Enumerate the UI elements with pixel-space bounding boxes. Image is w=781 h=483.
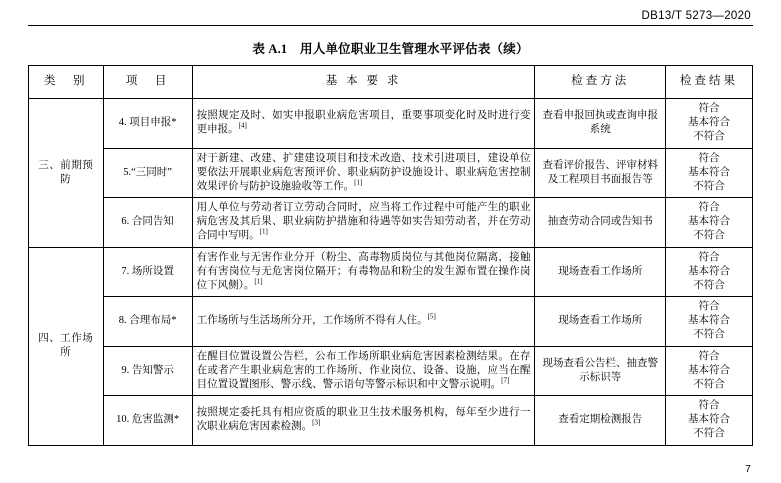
result-option-noncompliant[interactable]: 不符合 [693, 378, 725, 390]
requirement-ref: [7] [501, 376, 510, 385]
result-option-compliant[interactable]: 符合 [698, 350, 720, 362]
method-cell: 查看评价报告、评审材料及工程项目书面报告等 [535, 148, 666, 198]
requirement-text: 在醒目位置设置公告栏，公布工作场所职业病危害因素检测结果。在存在或者产生职业病危害的工作场所、作业岗位、设备、设施，应当在醒目位置设置图形、警示线、警示语句等警示标识和中文警示说明。 [196, 350, 531, 390]
requirement-ref: [5] [427, 312, 436, 321]
table-row [29, 346, 753, 396]
column-header-item: 项 目 [103, 66, 192, 99]
requirement-text: 按照规定及时、如实申报职业病危害项目，重要事项变化时及时进行变更申报。 [196, 110, 531, 136]
item-cell: 8. 合理布局* [103, 297, 192, 347]
result-option-basically-compliant[interactable]: 基本符合 [687, 364, 730, 376]
result-option-compliant[interactable]: 符合 [698, 301, 720, 313]
result-cell [665, 346, 752, 396]
requirement-cell [192, 346, 535, 396]
result-option-noncompliant[interactable]: 不符合 [693, 279, 725, 291]
table-row [29, 99, 753, 149]
result-option-noncompliant[interactable]: 不符合 [693, 230, 725, 242]
standard-number: DB13/T 5273—2020 [641, 10, 751, 22]
result-option-compliant[interactable]: 符合 [698, 202, 720, 214]
column-header-requirement: 基 本 要 求 [192, 66, 535, 99]
requirement-text: 有害作业与无害作业分开（粉尘、高毒物质岗位与其他岗位隔离，接触有有害岗位与无危害岗位隔开；有毒物品和粉尘的发生源布置在操作岗位下风侧）。 [196, 251, 531, 291]
requirement-ref: [3] [312, 418, 321, 427]
result-option-basically-compliant[interactable]: 基本符合 [687, 216, 730, 228]
result-option-basically-compliant[interactable]: 基本符合 [687, 166, 730, 178]
method-cell: 查看定期检测报告 [535, 396, 666, 446]
method-cell: 抽查劳动合同或告知书 [535, 198, 666, 248]
table-title: 表 A.1 用人单位职业卫生管理水平评估表（续） [252, 42, 529, 56]
item-cell: 10. 危害监测* [103, 396, 192, 446]
requirement-ref: [1] [354, 178, 363, 187]
result-cell [665, 198, 752, 248]
result-option-noncompliant[interactable]: 不符合 [693, 428, 725, 440]
requirement-cell [192, 148, 535, 198]
result-option-noncompliant[interactable]: 不符合 [693, 131, 725, 143]
table-row [29, 247, 753, 297]
requirement-ref: [1] [259, 227, 268, 236]
table-row [29, 148, 753, 198]
table-row [29, 198, 753, 248]
evaluation-table [28, 65, 753, 446]
item-cell: 7. 场所设置 [103, 247, 192, 297]
item-cell: 5.“三同时” [103, 148, 192, 198]
requirement-cell [192, 198, 535, 248]
result-option-compliant[interactable]: 符合 [698, 400, 720, 412]
result-cell [665, 99, 752, 149]
result-cell [665, 148, 752, 198]
column-header-method: 检查方法 [535, 66, 666, 99]
item-cell: 4. 项目申报* [103, 99, 192, 149]
result-option-noncompliant[interactable]: 不符合 [693, 180, 725, 192]
result-option-noncompliant[interactable]: 不符合 [693, 329, 725, 341]
result-cell [665, 297, 752, 347]
header-divider [28, 25, 753, 26]
result-option-basically-compliant[interactable]: 基本符合 [687, 315, 730, 327]
requirement-text: 工作场所与生活场所分开，工作场所不得有人住。 [196, 315, 428, 327]
column-header-result: 检查结果 [665, 66, 752, 99]
requirement-text: 按照规定委托具有相应资质的职业卫生技术服务机构，每年至少进行一次职业病危害因素检测。 [196, 407, 531, 433]
table-row [29, 297, 753, 347]
method-cell: 现场查看工作场所 [535, 297, 666, 347]
item-cell: 9. 告知警示 [103, 346, 192, 396]
requirement-cell [192, 99, 535, 149]
category-cell: 三、前期预防 [29, 99, 104, 248]
method-cell: 查看申报回执或查询申报系统 [535, 99, 666, 149]
category-cell: 四、工作场所 [29, 247, 104, 445]
page-number: 7 [745, 463, 751, 475]
requirement-cell [192, 297, 535, 347]
result-option-basically-compliant[interactable]: 基本符合 [687, 265, 730, 277]
method-cell: 现场查看工作场所 [535, 247, 666, 297]
requirement-ref: [1] [254, 277, 263, 286]
result-option-compliant[interactable]: 符合 [698, 251, 720, 263]
requirement-ref: [4] [238, 121, 247, 130]
method-cell: 现场查看公告栏、抽查警示标识等 [535, 346, 666, 396]
column-header-category: 类 别 [29, 66, 104, 99]
result-cell [665, 396, 752, 446]
table-header-row [29, 66, 753, 99]
requirement-cell [192, 396, 535, 446]
requirement-cell [192, 247, 535, 297]
result-option-compliant[interactable]: 符合 [698, 152, 720, 164]
requirement-text: 对于新建、改建、扩建建设项目和技术改造、技术引进项目，建设单位要依法开展职业病危害预评价、职业病防护设施设计、职业病危害控制效果评价与防护设施验收等工作。 [196, 152, 531, 192]
result-cell [665, 247, 752, 297]
result-option-compliant[interactable]: 符合 [698, 103, 720, 114]
item-cell: 6. 合同告知 [103, 198, 192, 248]
table-row [29, 396, 753, 446]
result-option-basically-compliant[interactable]: 基本符合 [687, 414, 730, 426]
requirement-text: 用人单位与劳动者订立劳动合同时，应当将工作过程中可能产生的职业病危害及其后果、职业病防护措施和待遇等如实告知劳动者，并在劳动合同中写明。 [196, 202, 531, 242]
result-option-basically-compliant[interactable]: 基本符合 [687, 117, 730, 129]
